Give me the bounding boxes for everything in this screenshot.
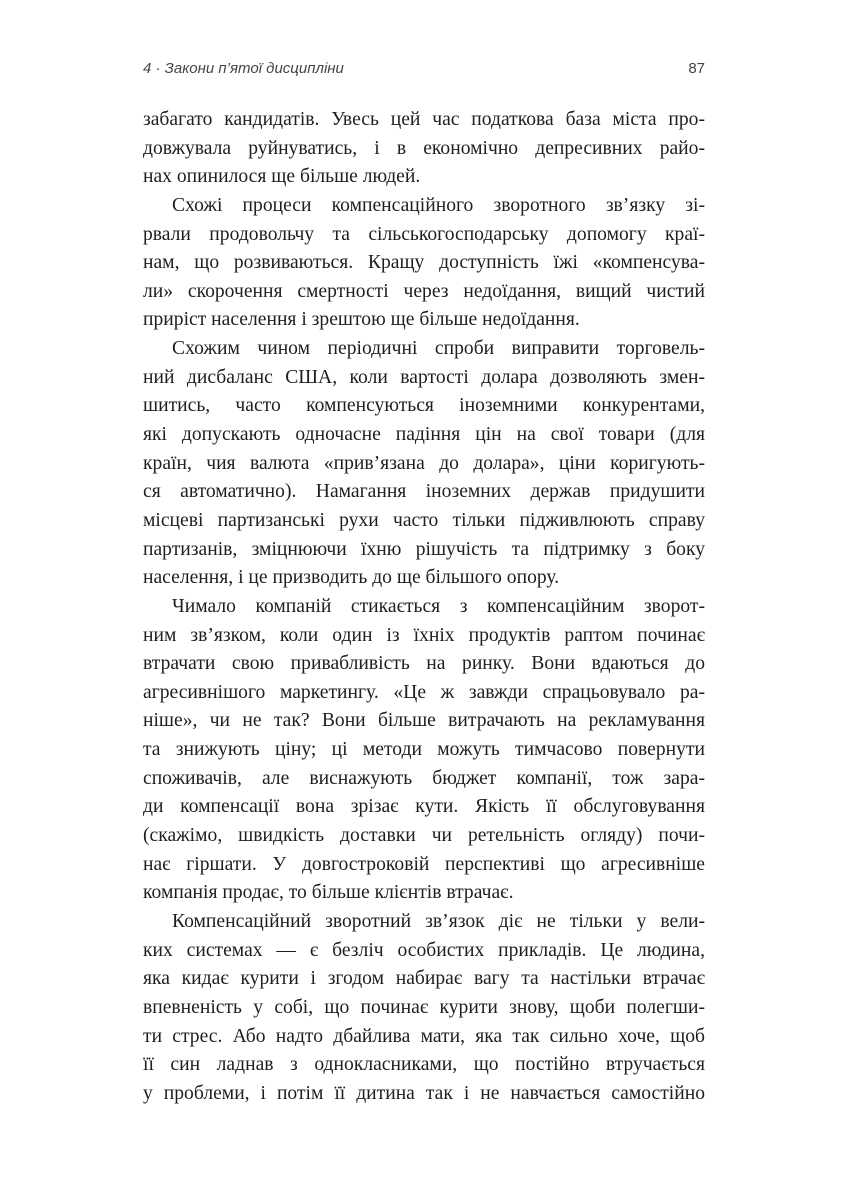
text-line: рвали продовольчу та сільськогосподарську допомогу краї- (143, 223, 705, 245)
text-line: ний дисбаланс США, коли вартості долара дозволяють змен- (143, 366, 705, 388)
running-title: 4 · Закони п’ятої дисципліни (143, 60, 344, 77)
text-line: ним зв’язком, коли один із їхніх продуктів раптом починає (143, 624, 705, 646)
text-line: нам, що розвиваються. Кращу доступність їжі «компенсува- (143, 252, 705, 274)
text-line: Компенсаційний зворотний зв’язок діє не тільки у вели- (172, 910, 705, 932)
text-line: Чимало компаній стикається з компенсаційним зворот- (172, 595, 705, 617)
text-line: ких системах — є безліч особистих прикладів. Це людина, (143, 939, 705, 961)
text-line: ли» скорочення смертності через недоїдання, вищий чистий (143, 280, 705, 302)
text-line: ди компенсації вона зрізає кути. Якість її обслуговування (143, 796, 705, 818)
text-line: забагато кандидатів. Увесь цей час податкова база міста про- (143, 109, 705, 130)
paragraph (143, 106, 705, 192)
paragraph (143, 335, 705, 593)
page-number: 87 (688, 60, 705, 77)
text-line: довжувала руйнуватись, і в економічно депресивних райо- (143, 137, 705, 159)
text-line: місцеві партизанські рухи часто тільки підживлюють справу (143, 509, 705, 531)
text-line: Схожі процеси компенсаційного зворотного зв’язку зі- (172, 194, 705, 216)
text-line: населення, і це призводить до ще більшого опору. (143, 567, 560, 589)
body-text (143, 106, 705, 1108)
text-line: яка кидає курити і згодом набирає вагу та настільки втрачає (143, 968, 705, 990)
text-line: її син ладнав з однокласниками, що постійно втручається (143, 1054, 705, 1076)
text-line: Схожим чином періодичні спроби виправити торговель- (172, 338, 705, 360)
text-line: шитись, часто компенсуються іноземними конкурентами, (143, 395, 705, 417)
text-line: приріст населення і зрештою ще більше недоїдання. (143, 309, 580, 331)
text-line: які допускають одночасне падіння цін на свої товари (для (143, 424, 705, 446)
text-line: ся автоматично). Намагання іноземних держав придушити (143, 481, 705, 503)
text-line: споживачів, але виснажують бюджет компанії, тож зара- (143, 767, 705, 789)
text-line: (скажімо, швидкість доставки чи ретельність огляду) почи- (143, 825, 705, 847)
text-line: нах опинилося ще більше людей. (143, 166, 421, 188)
text-line: компанія продає, то більше клієнтів втрачає. (143, 882, 514, 904)
text-line: та знижують ціну; ці методи можуть тимчасово повернути (143, 739, 705, 761)
text-line: агресивнішого маркетингу. «Це ж завжди спрацьовувало ра- (143, 681, 705, 703)
text-line: у проблеми, і потім її дитина так і не навчається самостійно (143, 1082, 705, 1104)
paragraph (143, 908, 705, 1108)
text-line: партизанів, зміцнюючи їхню рішучість та підтримку з боку (143, 538, 705, 560)
paragraph (143, 192, 705, 335)
text-line: втрачати свою привабливість на ринку. Вони вдаються до (143, 653, 705, 675)
text-line: нає гіршати. У довгостроковій перспективі що агресивніше (143, 853, 705, 875)
text-line: впевненість у собі, що починає курити знову, щоби полегши- (143, 996, 705, 1018)
text-line: ніше», чи не так? Вони більше витрачають на рекламування (143, 710, 705, 732)
text-line: країн, чия валюта «прив’язана до долара», ціни коригують- (143, 452, 705, 474)
paragraph (143, 593, 705, 908)
text-line: ти стрес. Або надто дбайлива мати, яка так сильно хоче, щоб (143, 1025, 705, 1047)
page-header (143, 60, 705, 84)
